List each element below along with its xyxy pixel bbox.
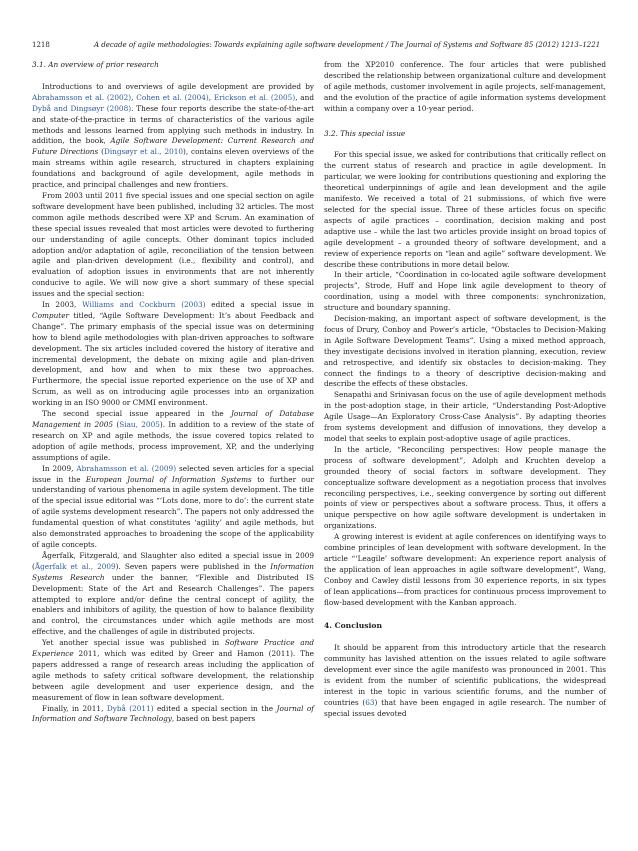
italic-title: Information Systems Research bbox=[32, 561, 314, 582]
paragraph bbox=[32, 464, 314, 551]
running-header bbox=[32, 39, 607, 51]
text-run: ) that have been engaged in agile research. The number of special issues devoted bbox=[324, 697, 606, 718]
text-run: 2011, which was edited by Greer and Hamon (2011). The papers addressed a range of research areas including the application of agile methods to safety critical software development, the relationship between agile development and user experience design, and the measurement of flow in lean software development. bbox=[32, 649, 314, 702]
text-run: For this special issue, we asked for contributions that critically reflect on the current status of research and practice in agile development. In particular, we were looking for contributions questioning and exploring the theoretical underpinnings of agile and lean development and the agile manifesto. We received a total of 21 submissions, of which five were selected for the special issue. Three of these articles focus on specific aspects of agile practices – coordination, decision making and post adaptive use – while the last two articles provide insight on broad topics of agile development – a grounded theory of software development, and a review of experience reports on “lean and agile” software development. We describe these contributions in more detail below. bbox=[324, 150, 606, 269]
italic-title: Journal of Information and Software Technology bbox=[32, 703, 315, 724]
text-run: Finally, in 2011, bbox=[42, 703, 107, 713]
text-run: ). In addition to a review of the state of research on XP and agile methods, the issue covered topics related to adoption of agile methods, process improvement, XP, and the underlying assumptions of agile. bbox=[32, 420, 315, 462]
text-run: From 2003 until 2011 five special issues and one special section on agile software development have been published, including 32 articles. The most common agile methods described were XP and Scrum. An examination of these special issues revealed that most articles were devoted to furthering our understanding of agile concepts. Other dominant topics included adoption and/or adaptation of agile, reconciliation of the tension between agile and plan-driven development (i.e., flexibility and control), and evaluation of adoption issues in environments that are not inherently conducive to agile. We will now give a short summary of these special issues and the special section: bbox=[32, 190, 314, 299]
text-run: Ågerfalk, Fitzgerald, and Slaughter also edited a special issue in 2009 ( bbox=[32, 550, 314, 571]
paragraph bbox=[32, 409, 314, 464]
paragraph bbox=[32, 191, 314, 300]
paragraph bbox=[32, 82, 314, 191]
text-run: selected seven articles for a special issue in the bbox=[32, 463, 314, 484]
text-run: Yet another special issue was published in bbox=[42, 638, 225, 648]
paragraph bbox=[32, 300, 314, 409]
text-run: , bbox=[208, 92, 214, 102]
text-run: titled, “Agile Software Development: It’s about Feedback and Change”. The primary emphasis of the special issue was on determining how to blend agile methodologies with plan-driven approaches to software development. The six articles included covered the history of iterative and incremental development, the debate on mixing agile and plan-driven development, and how and when to mix these two approaches. Furthermore, the special issue reported experience on the use of XP and Scrum, as well as on introducing agile processes into an organization working in an ISO 9000 or CMMI environment. bbox=[32, 310, 314, 408]
text-run: Introductions to and overviews of agile development are provided by bbox=[42, 81, 314, 91]
text-run: . These four reports describe the state-of-the-art and state-of-the-practice in terms of characteristics of the various agile methods and lessons learned from applying such methods in industry. In addition, the book, bbox=[32, 103, 314, 146]
journal-citation-line: A decade of agile methodologies: Towards explaining agile software development / The Journal of Systems and Software 85 (2012) 1213–1221 bbox=[94, 41, 601, 49]
section-heading-conclusion: 4. Conclusion bbox=[324, 620, 382, 630]
text-run: from the XP2010 conference. The four articles that were published described the relationship between organizational culture and development of agile methods, customer involvement in agile projects, self-management, and the evolution of the practice of agile information systems development within a company over a 10-year period. bbox=[324, 60, 606, 113]
paragraph bbox=[324, 390, 606, 445]
paragraph bbox=[32, 551, 314, 638]
italic-title: Journal of Database Management in 2005 bbox=[32, 409, 314, 429]
text-run: under the banner, “Flexible and Distributed IS Development: State of the Art and Research Challenges”. The papers attempted to explore and/or define the central concept of agility, the enablers and inhibitors of agility, the question of how to balance flexibility and control, the circumstances under which agile methods are most effective, and the challenges of agile in distributed projects. bbox=[32, 572, 314, 637]
page-number: 1218 bbox=[32, 41, 50, 49]
citation-link: 63 bbox=[365, 697, 375, 707]
text-run: In their article, “Coordination in co-located agile software development projects”, Strode, Huff and Hope link agile development to theory of coordination, using a model with three components: synchronization, structure and boundary spanning. bbox=[324, 270, 606, 313]
citation-link: Cohen et al. (2004) bbox=[136, 92, 209, 102]
italic-title: Agile Software Development: Current Research and Future Directions bbox=[32, 136, 315, 157]
text-run: , and bbox=[295, 92, 314, 102]
paragraph bbox=[324, 270, 606, 314]
text-run: Senapathi and Srinivasan focus on the use of agile development methods in the post-adoption stage, in their article, “Understanding Post-Adoptive Agile Usage—An Exploratory Cross-Case Analysis”. By adapting theories from systems development and diffusion of innovations, they develop a model that seeks to explain post-adoptive usage of agile practices. bbox=[324, 390, 606, 443]
paragraph bbox=[324, 150, 606, 270]
paragraph bbox=[324, 314, 606, 390]
paragraph bbox=[32, 704, 314, 726]
text-run: ( bbox=[113, 420, 120, 429]
text-run: Decision-making, an important aspect of software development, is the focus of Drury, Conboy and Power’s article, “Obstacles to Decision-Making in Agile Software Development Teams”. Using a mixed method approach, they investigate decisions involved in iteration planning, execution, review and retrospective, and identify six obstacles to decision-making. They connect the findings to a theory of descriptive decision-making and describe the effects of these obstacles. bbox=[324, 314, 606, 389]
paragraph bbox=[324, 643, 606, 719]
text-run: In the article, “Reconciling perspectives: How people manage the process of software development”, Adolph and Kruchten develop a grounded theory of social factors in software development. They conceptualize software development as a negotiation process that involves reconciling perspectives, i.e., seeking convergence by sorting out different points of view or perspectives about a software process. Thus, it offers a unique perspective on how agile software development is undertaken in organizations. bbox=[324, 444, 606, 531]
text-run: edited a special section in the bbox=[153, 703, 277, 713]
text-run: edited a special issue in bbox=[205, 300, 314, 310]
paragraph-continued bbox=[324, 60, 606, 115]
text-run: In 2003, bbox=[42, 300, 83, 310]
text-run: It should be apparent from this introductory article that the research community has lavished attention on the issues related to agile software development ever since the agile manifesto was pronounced in 2001. This is evident from the number of scientific publications, the widespread interest in the topic in various scientific forums, and the number of countries ( bbox=[324, 643, 606, 707]
text-run: ). Seven papers were published in the bbox=[115, 561, 271, 571]
citation-link: Ågerfalk et al., 2009 bbox=[34, 561, 116, 571]
citation-link: Dybå (2011) bbox=[106, 703, 154, 713]
paragraph bbox=[324, 445, 606, 532]
text-run: , bbox=[131, 92, 137, 102]
citation-link: Erickson et al. (2005) bbox=[213, 92, 296, 102]
paragraph bbox=[324, 532, 606, 608]
subsection-heading-3-2: 3.2. This special issue bbox=[324, 128, 406, 138]
citation-link: Dingsøyr et al., 2010 bbox=[103, 147, 184, 157]
left-column bbox=[32, 60, 314, 725]
italic-title: Computer bbox=[32, 310, 70, 320]
text-run: ( bbox=[98, 147, 104, 157]
citation-link: Abrahamsson et al. (2002) bbox=[32, 92, 132, 102]
text-run: , based on best papers bbox=[171, 714, 256, 724]
text-run: The second special issue appeared in the bbox=[42, 409, 231, 419]
text-run: In 2009, bbox=[42, 463, 77, 473]
subsection-heading-3-1: 3.1. An overview of prior research bbox=[32, 60, 159, 69]
text-run: A growing interest is evident at agile conferences on identifying ways to combine principles of lean development with software development. In the article “‘Leagile’ software development: An experience report analysis of the application of lean approaches in agile software development”, Wang, Conboy and Cawley distil lessons from 30 experience reports, in six types of lean applications—from practices for continuous process improvement to flow-based development with the Kanban approach. bbox=[324, 532, 606, 607]
citation-link: Williams and Cockburn (2003) bbox=[82, 300, 206, 310]
right-column bbox=[324, 60, 606, 720]
italic-title: Software Practice and Experience bbox=[32, 638, 314, 659]
paragraph bbox=[32, 638, 314, 703]
text-run: ), contains eleven overviews of the main streams within agile research, structured in chapters explaining foundations and background of agile development, agile methods in practice, and principal challenges and new frontiers. bbox=[32, 147, 314, 190]
citation-link: Siau, 2005 bbox=[119, 420, 160, 429]
citation-link: Dybå and Dingsøyr (2008) bbox=[32, 103, 132, 113]
italic-title: European Journal of Information Systems bbox=[85, 474, 252, 484]
citation-link: Abrahamsson et al. (2009) bbox=[76, 463, 177, 473]
text-run: to further our understanding of various phenomena in agile system development. The title of the special issue editorial was “‘Lots done, more to do’: the current state of agile systems development research”. The papers not only addressed the fundamental question of what constitutes ‘agility’ and agile methods, but also demonstrated approaches to broadening the scope of the applicability of agile concepts. bbox=[32, 474, 314, 549]
